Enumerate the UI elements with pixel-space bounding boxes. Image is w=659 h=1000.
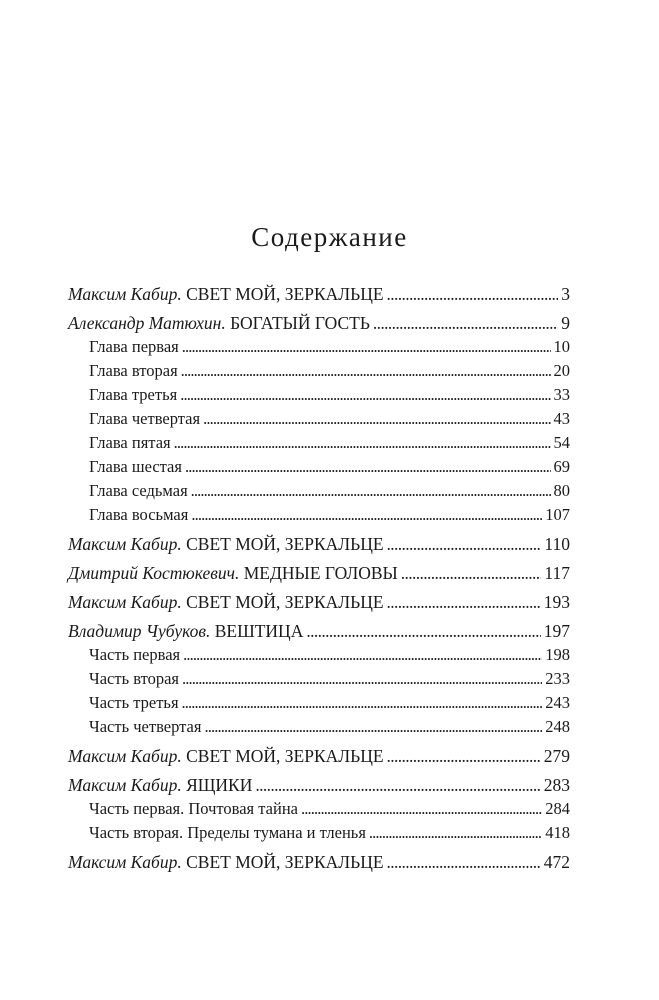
toc-subentry [68, 799, 570, 819]
dot-leader [401, 563, 542, 583]
table-of-contents [68, 284, 570, 872]
page-number: 243 [545, 693, 570, 712]
toc-title: Часть первая. Почтовая тайна [89, 799, 298, 818]
page-number: 198 [545, 645, 570, 664]
dot-leader [204, 717, 542, 737]
dot-leader [174, 433, 551, 453]
toc-title: Часть четвертая [89, 717, 202, 736]
toc-entry [68, 852, 570, 872]
page-number: 283 [543, 775, 570, 795]
toc-entry [68, 592, 570, 612]
page-number: 43 [553, 409, 570, 428]
toc-subentry [68, 337, 570, 357]
toc-author: Владимир Чубуков. [68, 621, 211, 641]
page-number: 80 [553, 481, 570, 500]
dot-leader [183, 645, 542, 665]
page-number: 279 [543, 746, 570, 766]
toc-subentry [68, 409, 570, 429]
toc-title: Глава пятая [89, 433, 171, 452]
dot-leader [180, 385, 550, 405]
toc-author: Максим Кабир. [68, 852, 182, 872]
dot-leader [181, 361, 551, 381]
page-number: 69 [553, 457, 570, 476]
page-number: 284 [545, 799, 570, 818]
toc-title: Глава вторая [89, 361, 178, 380]
page-number: 10 [553, 337, 570, 356]
page-number: 33 [553, 385, 570, 404]
toc-subentry [68, 457, 570, 477]
dot-leader [255, 775, 540, 795]
toc-subentry [68, 823, 570, 843]
toc-author: Максим Кабир. [68, 534, 182, 554]
toc-author: Дмитрий Костюкевич. [68, 563, 240, 583]
dot-leader [301, 799, 542, 819]
dot-leader [387, 592, 541, 612]
toc-title: СВЕТ МОЙ, ЗЕРКАЛЬЦЕ [186, 534, 384, 554]
toc-title: Глава первая [89, 337, 179, 356]
toc-author: Максим Кабир. [68, 284, 182, 304]
toc-entry [68, 563, 570, 583]
toc-title: СВЕТ МОЙ, ЗЕРКАЛЬЦЕ [186, 592, 384, 612]
toc-subentry [68, 361, 570, 381]
page-number: 9 [561, 313, 570, 333]
dot-leader [387, 852, 541, 872]
dot-leader [191, 481, 551, 501]
page-number: 20 [553, 361, 570, 380]
toc-author: Максим Кабир. [68, 775, 182, 795]
page-number: 110 [544, 534, 570, 554]
toc-subentry [68, 505, 570, 525]
toc-title: ЯЩИКИ [186, 775, 253, 795]
toc-title: Глава восьмая [89, 505, 189, 524]
toc-author: Максим Кабир. [68, 746, 182, 766]
page-number: 472 [543, 852, 570, 872]
page-number: 197 [543, 621, 570, 641]
page-number: 193 [543, 592, 570, 612]
page-number: 418 [545, 823, 570, 842]
page-number: 3 [561, 284, 570, 304]
toc-title: Глава третья [89, 385, 178, 404]
toc-entry [68, 746, 570, 766]
toc-subentry [68, 669, 570, 689]
toc-title: Часть третья [89, 693, 179, 712]
toc-title: Глава шестая [89, 457, 182, 476]
dot-leader [182, 337, 551, 357]
toc-title: МЕДНЫЕ ГОЛОВЫ [243, 563, 398, 583]
dot-leader [182, 693, 543, 713]
page-number: 233 [545, 669, 570, 688]
dot-leader [373, 313, 558, 333]
dot-leader [306, 621, 540, 641]
dot-leader [387, 746, 541, 766]
dot-leader [387, 284, 559, 304]
toc-entry [68, 313, 570, 333]
toc-subentry [68, 693, 570, 713]
dot-leader [387, 534, 542, 554]
toc-title: Часть вторая [89, 669, 180, 688]
page-title: Содержание [251, 222, 408, 252]
toc-author: Александр Матюхин. [68, 313, 226, 333]
toc-author: Максим Кабир. [68, 592, 182, 612]
toc-subentry [68, 385, 570, 405]
toc-title: ВЕШТИЦА [214, 621, 304, 641]
toc-subentry [68, 717, 570, 737]
page-number: 107 [545, 505, 570, 524]
toc-title: Глава четвертая [89, 409, 201, 428]
toc-subentry [68, 481, 570, 501]
toc-entry [68, 284, 570, 304]
toc-title: СВЕТ МОЙ, ЗЕРКАЛЬЦЕ [186, 746, 384, 766]
toc-entry [68, 775, 570, 795]
page-number: 54 [553, 433, 570, 452]
page-number: 248 [545, 717, 570, 736]
dot-leader [185, 457, 551, 477]
toc-entry [68, 621, 570, 641]
toc-title: СВЕТ МОЙ, ЗЕРКАЛЬЦЕ [186, 284, 384, 304]
toc-entry [68, 534, 570, 554]
toc-subentry [68, 433, 570, 453]
toc-title: Глава седьмая [89, 481, 188, 500]
toc-title: СВЕТ МОЙ, ЗЕРКАЛЬЦЕ [186, 852, 384, 872]
toc-subentry [68, 645, 570, 665]
dot-leader [182, 669, 542, 689]
toc-title: Часть вторая. Пределы тумана и тленья [89, 823, 366, 842]
page-number: 117 [544, 563, 570, 583]
toc-title: Часть первая [89, 645, 181, 664]
dot-leader [191, 505, 542, 525]
dot-leader [203, 409, 550, 429]
toc-title: БОГАТЫЙ ГОСТЬ [230, 313, 370, 333]
dot-leader [369, 823, 542, 843]
